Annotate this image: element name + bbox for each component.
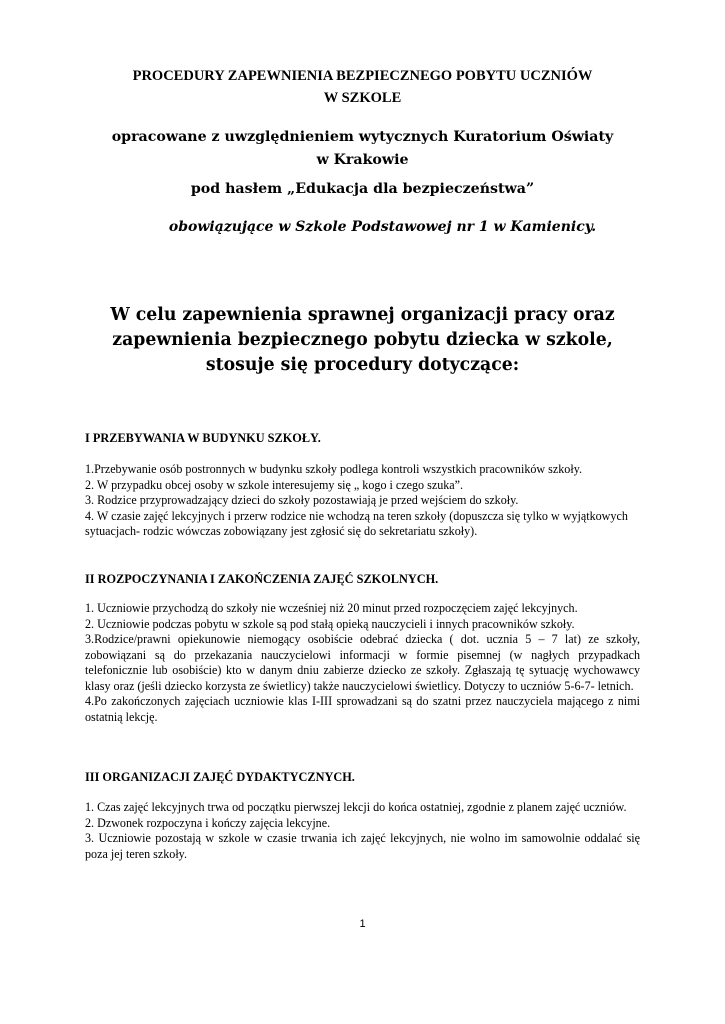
section-body-1	[85, 462, 640, 540]
section-body-2	[85, 601, 640, 725]
section-body-3	[85, 800, 640, 862]
document-title	[0, 65, 725, 109]
title-line-1: PROCEDURY ZAPEWNIENIA BEZPIECZNEGO POBYTU UCZNIÓW	[132, 68, 593, 84]
page-number: 1	[359, 918, 366, 930]
section-1-item-1: 1.Przebywanie osób postronnych w budynku szkoły podlega kontroli wszystkich pracowników szkoły.	[85, 462, 582, 476]
subtitle-line-1: opracowane z uwzględnieniem wytycznych Kuratorium Oświaty	[111, 129, 614, 145]
section-2-item-3: 3.Rodzice/prawni opiekunowie niemogący osobiście odebrać dziecka ( dot. ucznia 5 – 7 lat) ze szkoły, zobowiązani są do przekazania nauczycielowi informacji w formie pisemnej (w nagłych przypadkach telefonicznie lub osobiście) kto w danym dniu zabierze dziecko ze szkoły. Zgłaszają tę sytuację wychowawcy klasy oraz (jeśli dziecko korzysta ze świetlicy) także nauczycielowi świetlicy. Dotyczy to uczniów 5-6-7- letnich.	[85, 632, 640, 693]
intro-heading	[0, 303, 725, 378]
section-1-item-2: 2. W przypadku obcej osoby w szkole interesujemy się „ kogo i czego szuka”.	[85, 477, 464, 492]
section-3-item-2: 2. Dzwonek rozpoczyna i kończy zajęcia lekcyjne.	[85, 815, 331, 830]
section-3-item-3: 3. Uczniowie pozostają w szkole w czasie trwania ich zajęć lekcyjnych, nie wolno im samowolnie oddalać się poza jej teren szkoły.	[85, 831, 640, 861]
intro-line-3: stosuje się procedury dotyczące:	[205, 355, 520, 375]
section-title-3: III ORGANIZACJI ZAJĘĆ DYDAKTYCZNYCH.	[85, 770, 355, 784]
section-3-item-1: 1. Czas zajęć lekcyjnych trwa od początku pierwszej lekcji do końca ostatniej, zgodnie z planem zajęć uczniów.	[85, 800, 627, 814]
title-line-2: W SZKOLE	[323, 90, 402, 106]
subtitle-line-2: w Krakowie	[316, 152, 409, 168]
motto: pod hasłem „Edukacja dla bezpieczeństwa”	[190, 181, 535, 197]
section-2-item-2: 2. Uczniowie podczas pobytu w szkole są pod stałą opieką nauczycieli i innych pracowników szkoły.	[85, 616, 575, 631]
section-2-item-1: 1. Uczniowie przychodzą do szkoły nie wcześniej niż 20 minut przed rozpoczęciem zajęć lekcyjnych.	[85, 601, 578, 615]
section-title-2: II ROZPOCZYNANIA I ZAKOŃCZENIA ZAJĘĆ SZKOLNYCH.	[85, 572, 439, 586]
intro-line-1: W celu zapewnienia sprawnej organizacji pracy oraz	[110, 305, 615, 325]
intro-line-2: zapewnienia bezpiecznego pobytu dziecka w szkole,	[112, 330, 613, 350]
section-2-item-4: 4.Po zakończonych zajęciach uczniowie klas I-III sprowadzani są do szatni przez nauczyciela mającego z nimi ostatnią lekcję.	[85, 694, 640, 724]
section-title-1: I PRZEBYWANIA W BUDYNKU SZKOŁY.	[85, 431, 321, 445]
document-subtitle	[0, 126, 725, 172]
section-1-item-4: 4. W czasie zajęć lekcyjnych i przerw rodzice nie wchodzą na teren szkoły (dopuszcza się tylko w wyjątkowych sytuacjach- rodzic wówczas zobowiązany jest zgłosić się do sekretariatu szkoły).	[85, 508, 628, 538]
section-1-item-3: 3. Rodzice przyprowadzający dzieci do szkoły pozostawiają je przed wejściem do szkoły.	[85, 493, 519, 507]
school-name: obowiązujące w Szkole Podstawowej nr 1 w Kamienicy.	[168, 219, 597, 235]
